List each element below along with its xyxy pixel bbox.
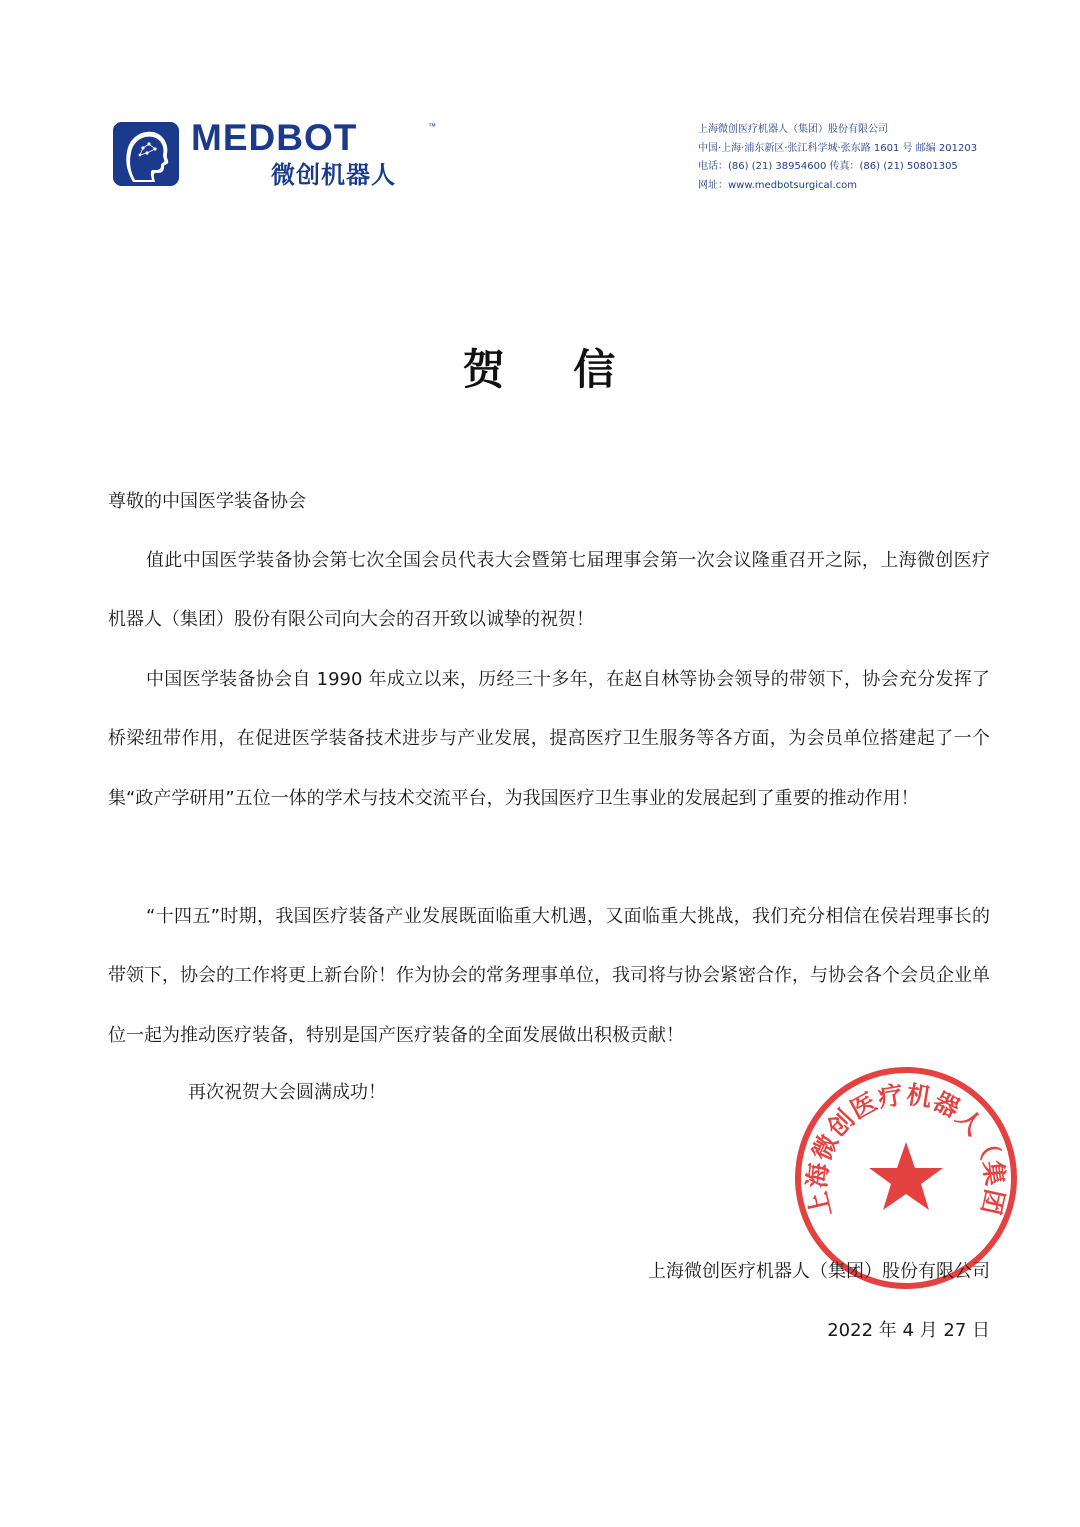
paragraph-3: “十四五”时期，我国医疗装备产业发展既面临重大机遇，又面临重大挑战，我们充分相信在侯岩理事长的带领下，协会的工作将更上新台阶！作为协会的常务理事单位，我司将与协会紧密合作，与协会各个会员企业单位一起为推动医疗装备，特别是国产医疗装备的全面发展做出积极贡献！ <box>108 906 990 1046</box>
logo-brand-text: MEDBOT <box>191 117 358 158</box>
contact-block <box>698 121 1028 195</box>
contact-phone-fax: 电话：(86) (21) 38954600 传真：(86) (21) 50801305 <box>698 161 958 172</box>
seal-star-icon <box>869 1142 943 1210</box>
salutation: 尊敬的中国医学装备协会 <box>108 491 306 512</box>
closing-line: 再次祝贺大会圆满成功！ <box>188 1082 386 1103</box>
company-logo <box>113 117 443 192</box>
paragraph-2: 中国医学装备协会自 1990 年成立以来，历经三十多年，在赵自林等协会领导的带领下，协会充分发挥了桥梁纽带作用，在促进医学装备技术进步与产业发展，提高医疗卫生服务等各方面，为会员单位搭建起了一个集“政产学研用”五位一体的学术与技术交流平台，为我国医疗卫生事业的发展起到了重要的推动作用！ <box>108 669 990 809</box>
logo-chinese-name: 微创机器人 <box>271 161 396 189</box>
contact-company: 上海微创医疗机器人（集团）股份有限公司 <box>698 124 888 135</box>
seal-text: 上海微创医疗机器人（集团 <box>802 1079 1010 1220</box>
logo-head-icon <box>113 122 179 186</box>
contact-website[interactable]: 网址：www.medbotsurgical.com <box>698 179 857 191</box>
contact-address: 中国·上海·浦东新区·张江科学城·张东路 1601 号 邮编 201203 <box>698 142 978 154</box>
letter-title: 贺 信 <box>462 345 618 394</box>
signer-company: 上海微创医疗机器人（集团）股份有限公司 <box>648 1261 990 1282</box>
letter-date: 2022 年 4 月 27 日 <box>827 1320 990 1341</box>
paragraph-1: 值此中国医学装备协会第七次全国会员代表大会暨第七届理事会第一次会议隆重召开之际，上海微创医疗机器人（集团）股份有限公司向大会的召开致以诚挚的祝贺！ <box>108 550 990 631</box>
logo-trademark: ™ <box>428 122 436 131</box>
